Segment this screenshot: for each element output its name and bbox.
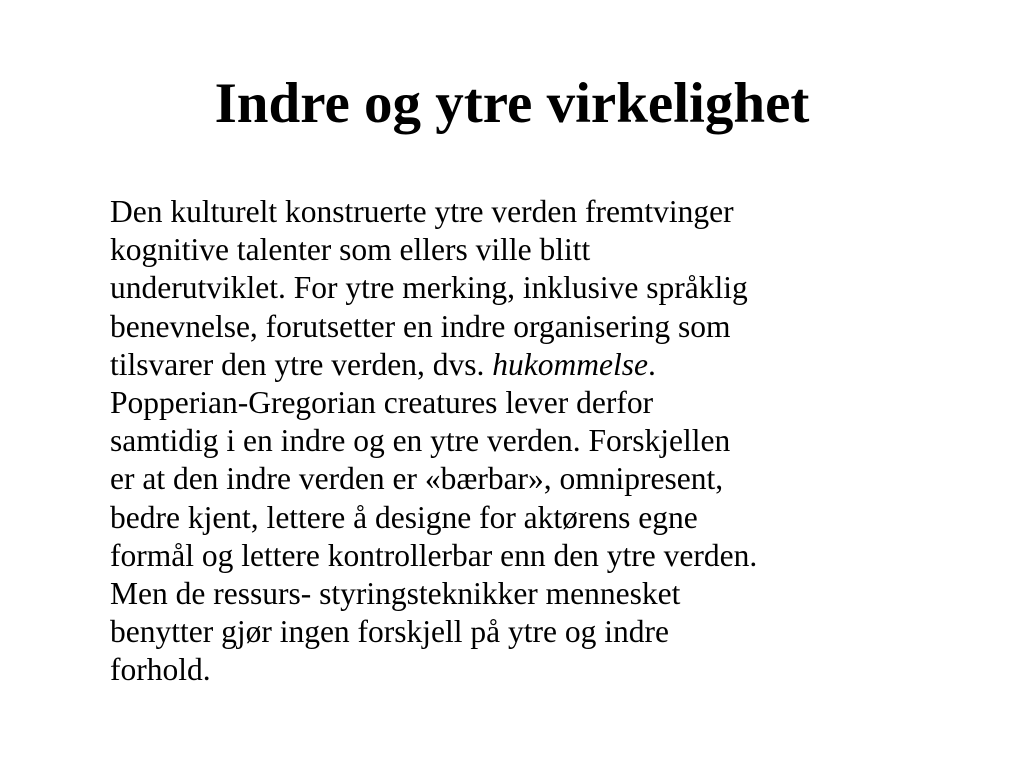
paragraph-line: underutviklet. For ytre merking, inklusive språklig bbox=[110, 270, 748, 306]
paragraph-line: Men de ressurs- styringsteknikker mennesket bbox=[110, 576, 681, 612]
paragraph-line: Den kulturelt konstruerte ytre verden fremtvinger bbox=[110, 194, 734, 229]
paragraph-line: bedre kjent, lettere å designe for aktørens egne bbox=[110, 499, 698, 535]
paragraph-line: Popperian-Gregorian creatures lever derfor bbox=[110, 385, 654, 421]
paragraph-line: benytter gjør ingen forskjell på ytre og indre bbox=[110, 614, 669, 650]
line-punctuation: . bbox=[647, 346, 656, 382]
body-paragraph bbox=[110, 193, 940, 690]
paragraph-line: samtidig i en indre og en ytre verden. Forskjellen bbox=[110, 423, 731, 459]
paragraph-line: kognitive talenter som ellers ville blitt bbox=[110, 232, 591, 268]
paragraph-line bbox=[110, 346, 940, 384]
paragraph-line: er at den indre verden er «bærbar», omnipresent, bbox=[110, 461, 724, 497]
line-text: tilsvarer den ytre verden, dvs. bbox=[110, 346, 493, 382]
paragraph-line: forhold. bbox=[110, 652, 211, 688]
paragraph-line: benevnelse, forutsetter en indre organisering som bbox=[110, 308, 731, 344]
emphasized-term: hukommelse bbox=[492, 346, 648, 382]
slide-title: Indre og ytre virkelighet bbox=[214, 72, 810, 135]
paragraph-line: formål og lettere kontrollerbar enn den ytre verden. bbox=[110, 537, 758, 573]
